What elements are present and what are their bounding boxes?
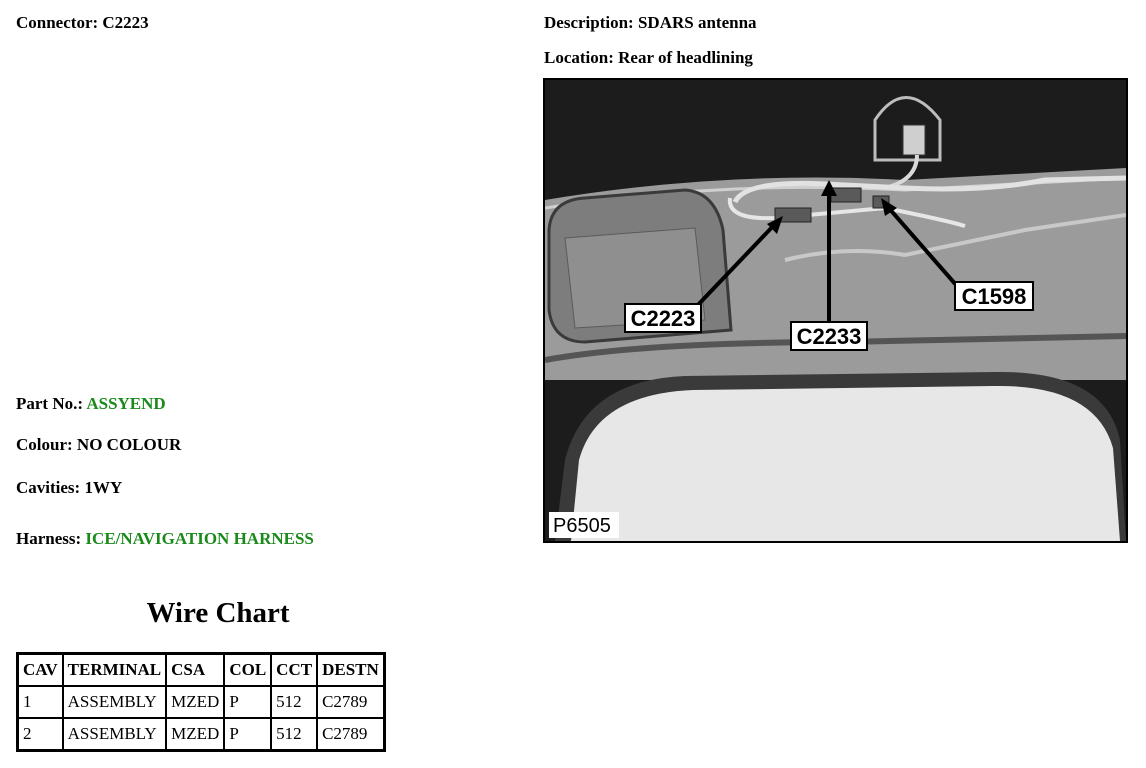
table-cell: ASSEMBLY	[63, 718, 167, 751]
table-cell: ASSEMBLY	[63, 686, 167, 718]
table-cell: MZED	[166, 686, 224, 718]
location-label: Location:	[544, 48, 614, 67]
table-cell: 512	[271, 686, 317, 718]
table-cell: P	[224, 686, 271, 718]
part-number-link[interactable]: ASSYEND	[86, 394, 166, 413]
table-header-row	[18, 654, 385, 687]
wire-chart-table	[16, 652, 386, 752]
connector-label: Connector:	[16, 13, 99, 32]
harness-label: Harness:	[16, 529, 82, 548]
table-cell: C2789	[317, 686, 384, 718]
column-header: CCT	[271, 654, 317, 687]
connector-location-photo	[543, 78, 1128, 543]
column-header: CSA	[166, 654, 224, 687]
cavities-field	[16, 478, 122, 498]
column-header: COL	[224, 654, 271, 687]
cavities-label: Cavities:	[16, 478, 81, 497]
column-header: TERMINAL	[63, 654, 167, 687]
description-value: SDARS antenna	[637, 13, 757, 32]
part-number-field	[16, 394, 166, 414]
harness-link[interactable]: ICE/NAVIGATION HARNESS	[85, 529, 314, 548]
cavities-value: 1WY	[84, 478, 123, 497]
callout-c1598: C1598	[961, 284, 1027, 309]
table-cell: 2	[18, 718, 63, 751]
connector-field	[16, 13, 149, 33]
location-value: Rear of headlining	[618, 48, 753, 67]
colour-field	[16, 435, 181, 455]
column-header: DESTN	[317, 654, 384, 687]
table-cell: C2789	[317, 718, 384, 751]
colour-label: Colour:	[16, 435, 73, 454]
photo-reference: P6505	[553, 515, 611, 537]
wire-chart-title: Wire Chart	[146, 597, 290, 629]
table-cell: P	[224, 718, 271, 751]
colour-value: NO COLOUR	[76, 435, 182, 454]
column-header: CAV	[18, 654, 63, 687]
table-cell: 512	[271, 718, 317, 751]
table-row	[18, 686, 385, 718]
part-number-label: Part No.:	[16, 394, 84, 413]
callout-c2223: C2223	[630, 306, 696, 331]
connector-value: C2223	[102, 13, 149, 32]
description-field	[544, 13, 757, 33]
description-label: Description:	[544, 13, 634, 32]
harness-field	[16, 529, 314, 549]
callout-c2233: C2233	[796, 324, 862, 349]
table-cell: MZED	[166, 718, 224, 751]
table-row	[18, 718, 385, 751]
location-field	[544, 48, 753, 68]
table-cell: 1	[18, 686, 63, 718]
